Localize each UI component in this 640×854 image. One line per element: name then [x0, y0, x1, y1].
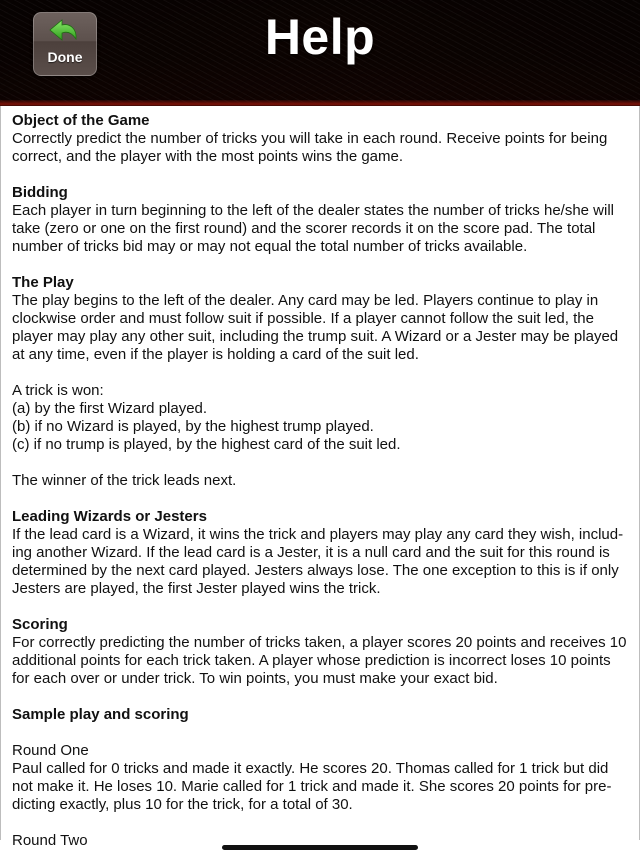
help-content-scroll[interactable]	[0, 106, 640, 849]
trick-rule-b: (b) if no Wizard is played, by the highest trump played.	[12, 418, 374, 435]
section-bidding	[12, 184, 629, 256]
round-one	[12, 742, 629, 814]
section-leading-wizards	[12, 508, 629, 598]
winner-note	[12, 472, 629, 490]
section-scoring	[12, 616, 629, 688]
header-bar	[0, 0, 640, 106]
round-title: Round One	[12, 742, 89, 759]
section-heading: Bidding	[12, 184, 68, 201]
section-heading: Object of the Game	[12, 112, 150, 129]
section-body: For correctly predicting the number of tricks taken, a player scores 20 points and receives 10 additional points for each trick taken. A player whose prediction is incorrect loses 10 points for each over or under trick. To win points, you must make your exact bid.	[12, 634, 627, 687]
section-heading: Scoring	[12, 616, 68, 633]
round-body: Paul called for 0 tricks and made it exactly. He scores 20. Thomas called for 1 trick but did not make it. He loses 10. Marie called for 1 trick and made it. She scores 20 points for pre-dicting exactly, plus 10 for the trick, for a total of 30.	[12, 760, 612, 813]
section-body: Correctly predict the number of tricks you will take in each round. Receive points for being correct, and the player with the most points wins the game.	[12, 130, 608, 165]
section-heading: Sample play and scoring	[12, 706, 189, 723]
section-body: If the lead card is a Wizard, it wins the trick and players may play any card they wish, includ-ing another Wizard. If the lead card is a Jester, it is a null card and the suit for this round is determined by the next card played. Jesters always lose. The one exception to this is if only Jesters are played, the first Jester played wins the trick.	[12, 526, 624, 597]
section-body: The play begins to the left of the dealer. Any card may be led. Players continue to play in clockwise order and must follow suit if possible. If a player cannot follow the suit led, the player may play any other suit, including the trump suit. A Wizard or a Jester may be played at any time, even if the player is holding a card of the suit led.	[12, 292, 619, 363]
section-heading: The Play	[12, 274, 74, 291]
trick-rules	[12, 382, 629, 454]
trick-rules-intro: A trick is won:	[12, 382, 104, 399]
section-body: Each player in turn beginning to the left of the dealer states the number of tricks he/she will take (zero or one on the first round) and the scorer records it on the score pad. The total number of tricks bid may or may not equal the total number of tricks available.	[12, 202, 615, 255]
home-indicator[interactable]	[222, 845, 418, 850]
section-sample	[12, 706, 629, 724]
page-title: Help	[264, 9, 376, 65]
section-the-play	[12, 274, 629, 364]
round-title: Round Two	[12, 832, 88, 849]
trick-rule-a: (a) by the first Wizard played.	[12, 400, 208, 417]
trick-rule-c: (c) if no trump is played, by the highest card of the suit led.	[12, 436, 401, 453]
winner-note-text: The winner of the trick leads next.	[12, 472, 237, 489]
section-object	[12, 112, 629, 166]
done-label: Done	[47, 49, 83, 65]
section-heading: Leading Wizards or Jesters	[12, 508, 207, 525]
